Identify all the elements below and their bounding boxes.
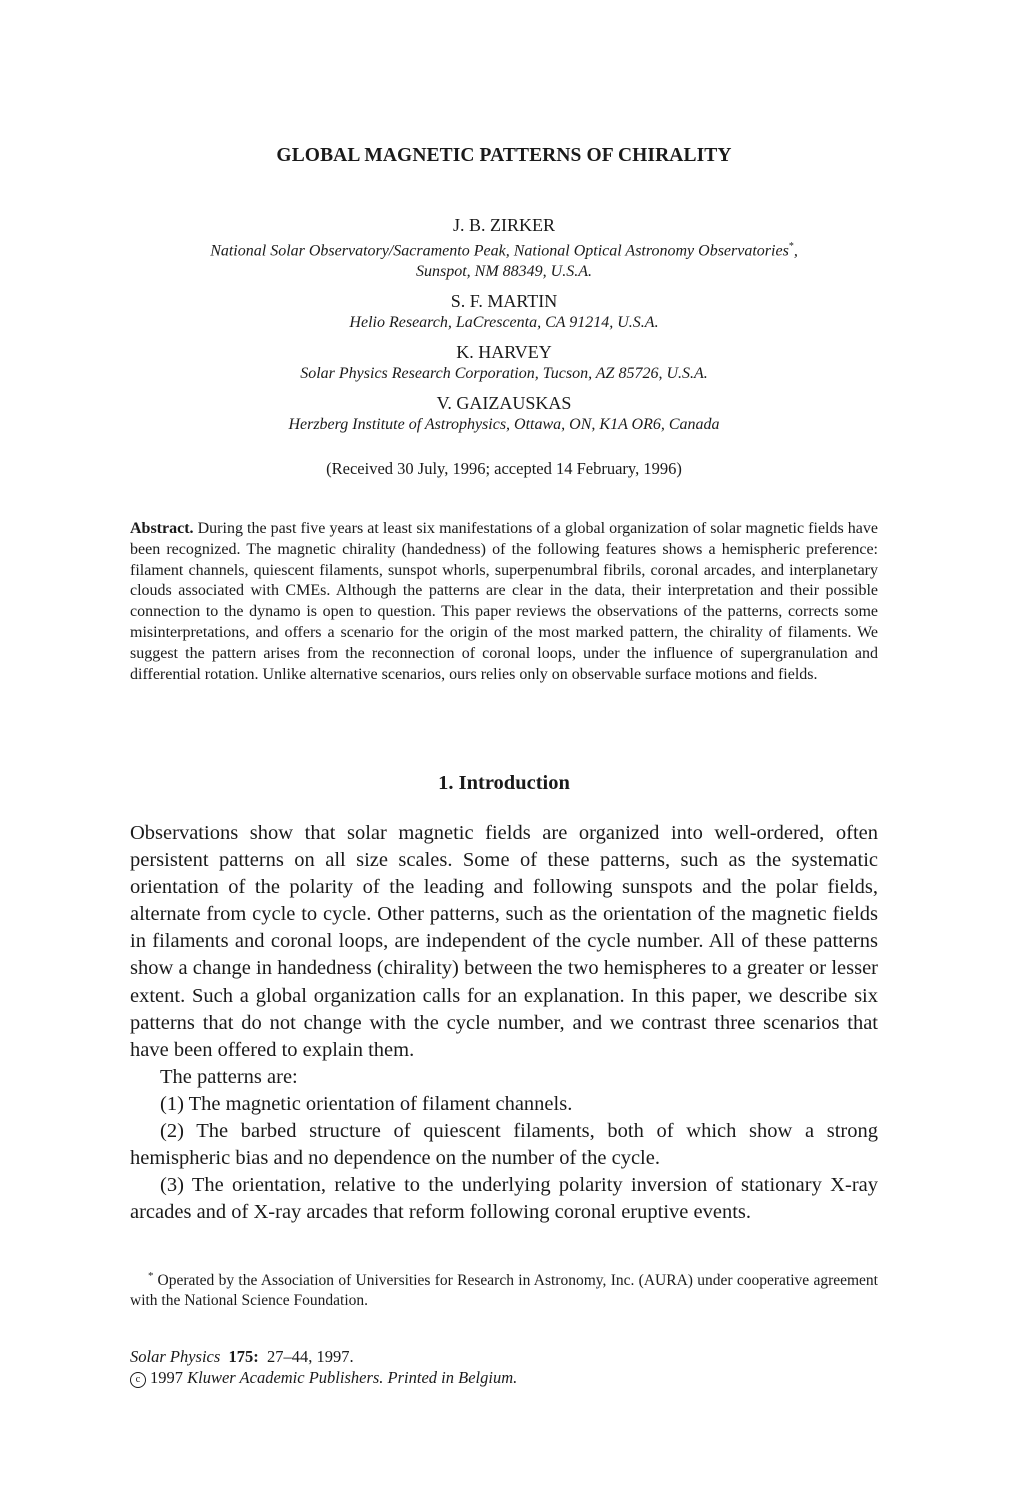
author-list	[130, 214, 878, 443]
author-block	[130, 392, 878, 435]
body-paragraph: The patterns are:	[160, 1065, 298, 1088]
journal-name: Solar Physics	[130, 1347, 221, 1366]
journal-citation	[130, 1346, 878, 1367]
copyright-line	[130, 1367, 878, 1388]
received-dates: (Received 30 July, 1996; accepted 14 February, 1996)	[326, 459, 682, 478]
list-item: (2) The barbed structure of quiescent filaments, both of which show a strong hemispheric bias and no dependence on the number of the cycle.	[130, 1120, 878, 1170]
copyright-year: 1997	[150, 1368, 183, 1387]
author-name: J. B. ZIRKER	[452, 215, 555, 235]
paper-title: GLOBAL MAGNETIC PATTERNS OF CHIRALITY	[276, 145, 732, 166]
author-block	[130, 214, 878, 282]
footnote	[130, 1266, 878, 1311]
author-affiliation: Solar Physics Research Corporation, Tucson, AZ 85726, U.S.A.	[300, 365, 708, 383]
body-text	[130, 820, 878, 1226]
author-name: V. GAIZAUSKAS	[436, 393, 572, 414]
abstract	[130, 519, 878, 685]
author-affiliation: National Solar Observatory/Sacramento Peak, National Optical Astronomy Observatories*,	[210, 241, 798, 260]
abstract-label: Abstract.	[130, 520, 194, 537]
author-name: S. F. MARTIN	[450, 291, 558, 312]
journal-info	[130, 1346, 878, 1388]
author-block	[130, 341, 878, 384]
author-affiliation: Helio Research, LaCrescenta, CA 91214, U.S.A.	[349, 314, 659, 332]
journal-pages: 27–44, 1997.	[267, 1347, 354, 1366]
section-heading: 1. Introduction	[438, 772, 570, 794]
footnote-text: Operated by the Association of Universities for Research in Astronomy, Inc. (AURA) under cooperative agreement with the National Science Foundation.	[130, 1272, 878, 1310]
publisher: Kluwer Academic Publishers. Printed in Belgium.	[187, 1368, 518, 1387]
author-affiliation: Herzberg Institute of Astrophysics, Ottawa, ON, K1A OR6, Canada	[288, 416, 720, 434]
body-paragraph: Observations show that solar magnetic fields are organized into well-ordered, often persistent patterns on all size scales. Some of these patterns, such as the systematic orientation of the polarity of the leading and following sunspots and the polar fields, alternate from cycle to cycle. Other patterns, such as the orientation of the magnetic fields in filaments and coronal loops, are independent of the cycle number. All of these patterns show a change in handedness (chirality) between the two hemispheres to a greater or lesser extent. Such a global organization calls for an explanation. In this paper, we describe six patterns that do not change with the cycle number, and we contrast three scenarios that have been offered to explain them.	[130, 822, 878, 1061]
footnote-mark: *	[148, 1270, 154, 1282]
copyright-icon: c	[130, 1372, 146, 1388]
abstract-text: During the past five years at least six manifestations of a global organization of solar magnetic fields have been recognized. The magnetic chirality (handedness) of the following features shows a hemispheric preference: filament channels, quiescent filaments, sunspot whorls, superpenumbral fibrils, coronal arcades, and interplanetary clouds associated with CMEs. Although the patterns are clear in the data, their interpretation and their possible connection to the dynamo is open to question. This paper reviews the observations of the patterns, corrects some misinterpretations, and offers a scenario for the origin of the most marked pattern, the chirality of filaments. We suggest the pattern arises from the reconnection of coronal loops, under the influence of supergranulation and differential rotation. Unlike alternative scenarios, ours relies only on observable surface motions and fields.	[130, 520, 878, 683]
author-name: K. HARVEY	[456, 342, 552, 363]
list-item: (1) The magnetic orientation of filament channels.	[160, 1092, 573, 1115]
journal-volume: 175:	[228, 1347, 259, 1366]
author-block	[130, 290, 878, 333]
footnote-marker: *	[788, 241, 794, 252]
list-item: (3) The orientation, relative to the underlying polarity inversion of stationary X-ray arcades and of X-ray arcades that reform following coronal eruptive events.	[130, 1174, 878, 1224]
author-affiliation-line2: Sunspot, NM 88349, U.S.A.	[416, 263, 592, 281]
